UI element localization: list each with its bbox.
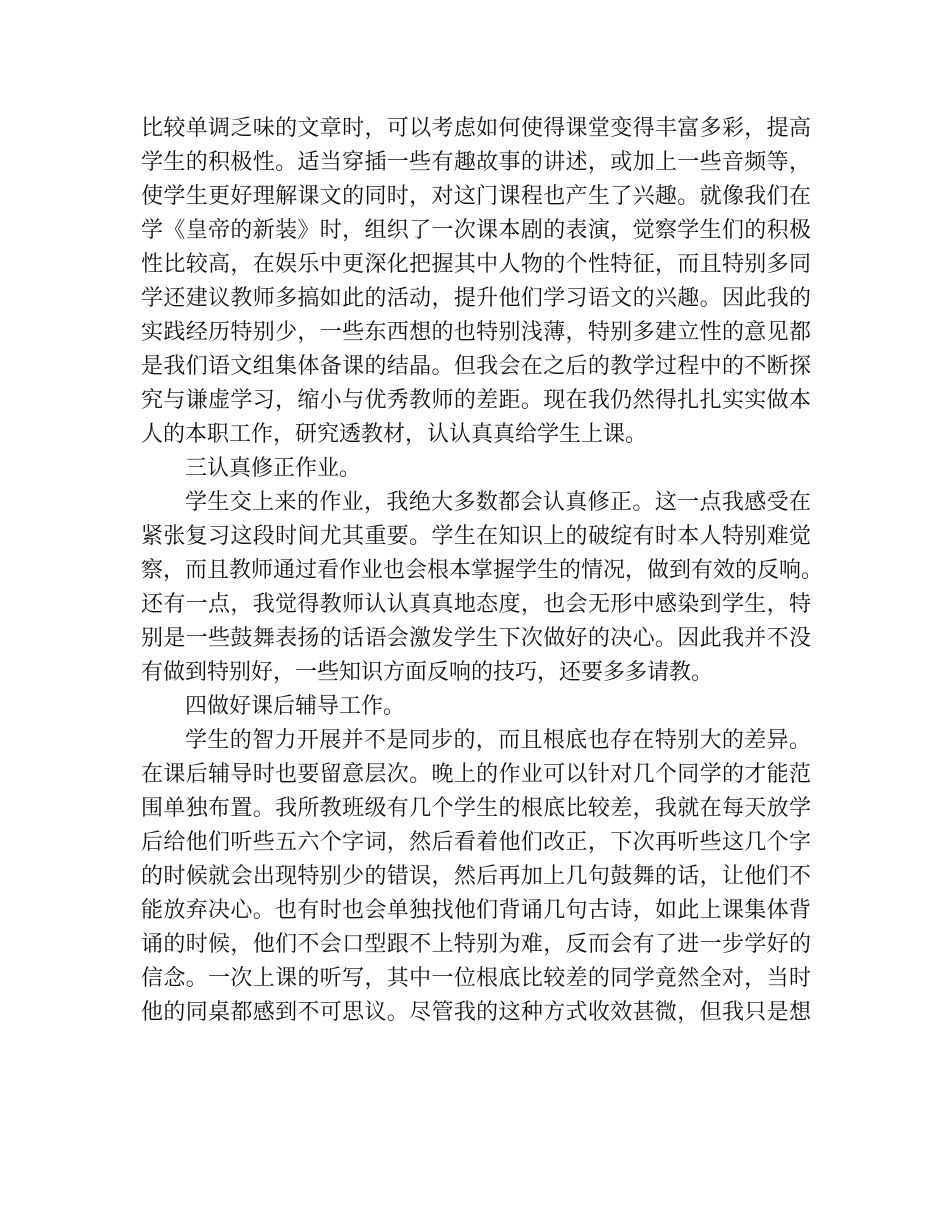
section-heading: 四做好课后辅导工作。 [185,694,406,719]
text-line: 围单独布置。我所教班级有几个学生的根底比较差，我就在每天放学 [141,796,811,821]
text-line: 使学生更好理解课文的同时，对这门课程也产生了兴趣。就像我们在 [141,184,811,209]
text-line: 性比较高，在娱乐中更深化把握其中人物的个性特征，而且特别多同 [141,252,811,277]
text-line: 诵的时候，他们不会口型跟不上特别为难，反而会有了进一步学好的 [141,932,811,957]
text-line: 在课后辅导时也要留意层次。晚上的作业可以针对几个同学的才能范 [141,762,811,787]
text-line: 信念。一次上课的听写，其中一位根底比较差的同学竟然全对，当时 [141,966,811,991]
text-line: 究与谦虚学习，缩小与优秀教师的差距。现在我仍然得扎扎实实做本 [141,388,811,413]
text-line: 学还建议教师多搞如此的活动，提升他们学习语文的兴趣。因此我的 [141,286,811,311]
text-line: 后给他们听些五六个字词，然后看着他们改正，下次再听些这几个字 [141,830,811,855]
section-heading: 三认真修正作业。 [185,456,362,481]
text-line: 他的同桌都感到不可思议。尽管我的这种方式收效甚微，但我只是想 [141,1000,811,1025]
text-line: 紧张复习这段时间尤其重要。学生在知识上的破绽有时本人特别难觉 [141,524,811,549]
text-line: 有做到特别好，一些知识方面反响的技巧，还要多多请教。 [141,660,714,685]
paragraph-first-line: 学生的智力开展并不是同步的，而且根底也存在特别大的差异。 [185,728,811,753]
text-line: 实践经历特别少，一些东西想的也特别浅薄，特别多建立性的意见都 [141,320,811,345]
text-line: 察，而且教师通过看作业也会根本掌握学生的情况，做到有效的反响。 [141,558,824,583]
text-line: 别是一些鼓舞表扬的话语会激发学生下次做好的决心。因此我并不没 [141,626,811,651]
document-body [141,112,824,1030]
text-line: 的时候就会出现特别少的错误，然后再加上几句鼓舞的话，让他们不 [141,864,811,889]
paragraph-first-line: 学生交上来的作业，我绝大多数都会认真修正。这一点我感受在 [185,490,811,515]
text-line: 学生的积极性。适当穿插一些有趣故事的讲述，或加上一些音频等， [141,150,811,175]
text-line: 还有一点，我觉得教师认认真真地态度，也会无形中感染到学生，特 [141,592,811,617]
text-line: 能放弃决心。也有时也会单独找他们背诵几句古诗，如此上课集体背 [141,898,811,923]
text-line: 是我们语文组集体备课的结晶。但我会在之后的教学过程中的不断探 [141,354,811,379]
text-line: 人的本职工作，研究透教材，认认真真给学生上课。 [141,422,648,447]
text-line: 比较单调乏味的文章时，可以考虑如何使得课堂变得丰富多彩，提高 [141,116,811,141]
text-line: 学《皇帝的新装》时，组织了一次课本剧的表演，觉察学生们的积极 [141,218,811,243]
